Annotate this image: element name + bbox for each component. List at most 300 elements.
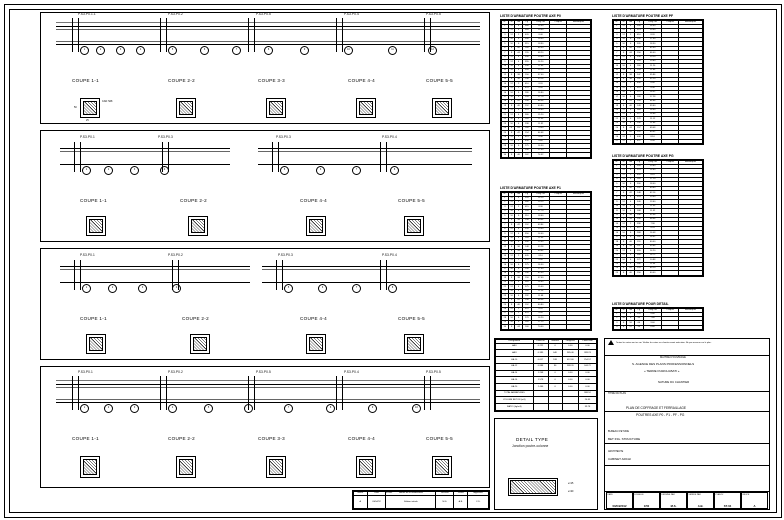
table-cell: 59.60 [643,104,662,108]
table-cell: 15 [502,258,509,262]
table-cell: 4 [627,117,634,121]
table-header-cell: Approuvé [468,492,489,496]
table-cell: 4 [515,289,522,293]
table-header-cell: Croquis [550,193,567,197]
beam-top-line [60,148,230,149]
mark-bubble: 10 [412,404,421,413]
table-cell: 355 [522,196,531,200]
table-cell: 42 [515,100,522,104]
table-cell: 10 [620,95,627,99]
table-cell: 315 [522,42,531,46]
table-cell: 96 [548,363,562,370]
table-cell: 8.40 [531,33,550,37]
table-cell: 25 [614,130,621,134]
table-cell: HA 10 [496,357,534,364]
table-cell: 13.60 [643,200,662,204]
beam-tag: P.S3.P0.4 [382,253,397,257]
table-row [496,363,597,370]
mark-bubble: 8 [388,284,397,293]
table-cell: 36 [515,245,522,249]
table-cell: 26 [502,307,509,311]
table-cell: 24 [614,126,621,130]
table-header-cell: Ø [620,161,627,165]
column-line [336,376,337,410]
table-cell: 21 [502,285,509,289]
table-cell: 8.10 [531,254,550,258]
table-cell [533,404,548,411]
section-dim-h: 50 [74,106,77,109]
table-cell: 425 [522,311,531,315]
table-body [614,312,703,329]
detail-dim-a: e=15 [568,482,574,485]
table-cell: 11.60 [531,64,550,68]
cut-title: COUPE 1-1 [80,316,107,321]
table-cell: 6 [627,90,634,94]
table-row [502,153,591,158]
column-line [254,18,255,52]
table-header-cell: Long. tot [643,309,662,313]
table-cell: 154 [522,131,531,135]
table-cell: 95 [634,316,643,320]
table-cell: 335 [522,227,531,231]
table-cell: 4 [614,37,621,41]
table-cell: 10 [620,262,627,266]
table-cell: 10 [620,316,627,320]
mark-bubble: 10 [344,46,353,55]
table-cell: 408 [634,135,643,139]
table-cell: 16.50 [531,263,550,267]
table-row [496,350,597,357]
table-cell: 150 [522,73,531,77]
cartouche-field-value: 1/50 [643,503,650,508]
table-cell: 4 [627,29,634,33]
table-cell: 149 [634,104,643,108]
table-cell: 9 [502,232,509,236]
table-cell: 4 [515,294,522,298]
cartouche-field-label: DESSINE PAR [661,493,675,496]
table-cell: 34 [515,249,522,253]
table-cell: 11.92 [531,122,550,126]
table-cell: 18.90 [531,42,550,46]
table-cell: 60.00 [643,271,662,276]
beam-inner-line [56,41,480,42]
table-cell: 8 [614,55,621,59]
table-cell: 6 [614,46,621,50]
table-cell: 42 [627,130,634,134]
beam-tag: P.S3.P0.1 [80,253,95,257]
table-cell: 160 [522,325,531,330]
table-cell: 8.44 [643,139,662,143]
beam-tag: P.S3.P0.3 [276,135,291,139]
mark-bubble: 4 [172,284,181,293]
table-cell: 4 [515,68,522,72]
table-cell: 10 [508,209,515,213]
table-body [614,24,703,143]
table-cell: 11.00 [643,204,662,208]
table-cell: 4 [515,285,522,289]
table-header-cell: Remarques [567,193,591,197]
table-header-cell: Poids total [579,340,597,344]
column-line [74,142,75,172]
table-cell: 6 [627,235,634,239]
table-cell: 8 [508,272,515,276]
table-cell: 4 [627,258,634,262]
table-cell: 6 [614,186,621,190]
table-header-cell: Ø [508,21,515,25]
table-header-cell: Dessiné [436,492,454,496]
table-cell: 158 [522,218,531,222]
schedule-p0-table [501,20,591,158]
table-cell: 345 [634,164,643,168]
table-row [614,271,703,276]
table-cell: 285 [522,236,531,240]
table-cell: 03/04/12 [367,495,386,508]
table-cell: HA 14 [496,370,534,377]
beam-top-line [258,148,472,149]
cut-title: COUPE 5-5 [398,316,425,321]
table-cell: 340 [522,55,531,59]
mark-bubble: 3 [138,284,147,293]
table-cell: 360 [522,24,531,28]
table-cell: 5 [502,42,509,46]
mark-bubble: 7 [352,166,361,175]
table-row [496,370,597,377]
mark-bubble: 5 [204,404,213,413]
mark-bubble: 8 [326,404,335,413]
table-cell: 2 [515,311,522,315]
table-cell: 12 [620,195,627,199]
table-cell: 24 [614,267,621,271]
table-cell: 13 [614,218,621,222]
table-cell: 282 [634,235,643,239]
table-cell: 26 [614,135,621,139]
table-cell: 52.20 [643,77,662,81]
section-hatch [269,101,283,115]
table-cell: 68.20 [531,51,550,55]
mark-bubble: 2 [108,284,117,293]
table-cell: 12 [620,164,627,168]
table-header-cell: Nature de la modification [386,492,436,496]
table-cell: HA 6 [496,343,534,350]
table-cell: 3 [502,205,509,209]
table-cell: 420 [522,258,531,262]
table-cell: 8 [508,131,515,135]
table-cell: 17.40 [643,37,662,41]
table-cell: 14 [502,82,509,86]
table-cell: 8 [620,77,627,81]
table-cell: 148 [634,191,643,195]
table-cell: 22 [502,289,509,293]
table-cell: 4 [515,113,522,117]
table-cell: 23 [614,262,621,266]
table-cell: 16.08 [643,231,662,235]
table-cell: 422 [634,139,643,143]
table-cell: 18.60 [531,214,550,218]
table-cell: 410 [634,33,643,37]
table-cell: 6 [627,37,634,41]
table-cell: 14.20 [531,196,550,200]
table-cell [679,325,703,329]
table-cell: 70.40 [531,126,550,130]
mark-bubble: 1 [82,166,91,175]
table-cell: 0.00 [579,377,597,384]
table-cell: 10 [502,236,509,240]
beam-tag: P.S3.P0.1 [78,370,93,374]
table-cell: 12 [508,258,515,262]
table-cell: 8.20 [643,33,662,37]
cut-title: COUPE 5-5 [426,78,453,83]
table-cell: 12 [620,59,627,63]
table-cell: 13 [614,77,621,81]
table-header-cell: Vérifié [454,492,468,496]
table-cell: 11.40 [531,117,550,121]
table-cell: 10 [620,204,627,208]
cartouche-field-label: PLAN N° [715,493,724,496]
table-cell: 6.60 [643,325,662,329]
table-cell: 4 [502,37,509,41]
table-cell: 8.60 [531,139,550,143]
table-cell: 4 [614,177,621,181]
table-cell: 39.78 [579,404,597,411]
table-cell: 0.00 [562,377,578,384]
table-header-cell: N° [502,21,509,25]
table-cell: 19 [614,244,621,248]
table-cell: 6 [515,95,522,99]
table-cell: 8 [620,321,627,325]
table-cell: 388.20 [562,363,578,370]
bottom-revision-table [352,490,490,510]
cut-title: COUPE 1-1 [80,198,107,203]
table-cell: 20 [614,249,621,253]
section-hatch [359,101,373,115]
table-cell: 15 [614,226,621,230]
cartouche-field-value: A.B. [697,503,704,508]
table-header-cell: Poids ml [533,340,548,344]
table-cell: 12 [614,73,621,77]
schedule-p0-title: LISTE D'ARMATURE POUTRE AXE P0 [500,14,561,18]
table-cell: 4 [515,122,522,126]
table-cell: 6 [627,95,634,99]
table-cell [662,139,679,143]
schedule-p1-table [501,192,591,330]
table-cell: 23 [502,294,509,298]
table-cell: 3 [614,173,621,177]
mark-bubble: 12 [428,46,437,55]
table-cell: 53.28 [531,77,550,81]
table-header-cell: Remarques [679,161,703,165]
table-cell: 6 [515,37,522,41]
table-cell: 370 [522,108,531,112]
table-cell: 330 [634,55,643,59]
table-cell: 412.60 [562,357,578,364]
table-cell: 11.52 [643,209,662,213]
cut-title: COUPE 1-1 [72,78,99,83]
mark-bubble: 5 [168,46,177,55]
table-cell: 300 [522,37,531,41]
table-cell: 8 [508,249,515,253]
table-cell: M.S. [436,495,454,508]
table-cell: 0.888 [533,363,548,370]
table-cell: 60.80 [643,186,662,190]
table-cell: 25 [502,303,509,307]
table-cell: 0.00 [562,343,578,350]
table-cell [562,397,578,404]
table-cell: 4 [515,240,522,244]
table-cell: 11.12 [643,117,662,121]
beam-tag: P.S3.P0.1.1 [78,12,96,16]
table-cell: 17.70 [531,95,550,99]
beam-top-line [56,26,480,27]
table-cell: 12 [508,307,515,311]
table-cell: 10 [508,236,515,240]
beam-inner-line [56,399,480,400]
table-cell: 12 [620,253,627,257]
table-cell: 425 [522,86,531,90]
table-cell: 6 [515,209,522,213]
table-cell: 12 [508,285,515,289]
table-cell: 8.50 [531,86,550,90]
table-cell: 0 [548,377,562,384]
table-cell: 6 [502,46,509,50]
table-cell: 8 [508,77,515,81]
column-line [166,376,167,410]
table-cell: 8 [620,271,627,276]
schedule-pf-title: LISTE D'ARMATURE POUTRE AXE PF [612,14,674,18]
table-cell: 21 [614,113,621,117]
table-cell: 155 [634,267,643,271]
table-header-cell: Remarques [679,309,703,313]
table-cell: 66.36 [531,298,550,302]
cartouche-owner-2: « TERRE D'ARCHI-BATI » [644,369,680,373]
table-cell: 8 [508,46,515,50]
table-cell: 42 [515,298,522,302]
table-cell: 8.30 [531,205,550,209]
table-cell: 4 [515,108,522,112]
cut-title: COUPE 4-4 [348,436,375,441]
table-cell: 1 [502,196,509,200]
table-cell: 15.00 [643,29,662,33]
table-cell: 8 [508,303,515,307]
beam-bottom-line [56,402,480,403]
mark-bubble: 6 [244,404,253,413]
beam-tag: P.S3.P0.4 [344,370,359,374]
table-cell: 13.00 [643,195,662,199]
table-cell: 64.68 [643,99,662,103]
table-cell: 8.30 [531,135,550,139]
table-cell: 1 [614,164,621,168]
table-cell: 254.57 [579,357,597,364]
table-cell: 2 [614,169,621,173]
table-header-cell: Nombre [548,340,562,344]
table-cell: 17.70 [531,209,550,213]
table-cell: HA 12 [496,363,534,370]
table-cell: 12 [502,245,509,249]
table-cell: 14.40 [643,108,662,112]
table-header-cell: Date [367,492,386,496]
table-cell: 14.20 [643,249,662,253]
table-cell: 290 [634,37,643,41]
table-cell: 8 [508,223,515,227]
cartouche-owner-label: MAITRE D'OUVRAGE [660,356,686,359]
table-cell [662,325,679,329]
table-cell: 2 [502,201,509,205]
table-cell: RATIO (kg/m3) [496,404,534,411]
table-cell: 4 [614,325,621,329]
table-cell: 10 [620,90,627,94]
table-cell: 152 [634,186,643,190]
table-cell: 7.60 [643,316,662,320]
table-cell: 12.20 [531,68,550,72]
table-cell: 380 [522,113,531,117]
schedule-pg-table [613,160,703,276]
table-cell: 280 [522,289,531,293]
table-cell: 24.85 [579,397,597,404]
table-cell: 275 [522,263,531,267]
beam-tag: P.S3.P0.5 [256,12,271,16]
table-cell: 12 [620,55,627,59]
table-cell: 4 [515,196,522,200]
table-cell [567,153,591,158]
table-cell: HA 20 [496,384,534,391]
table-header-cell: Ø [508,193,515,197]
bottom-revision-grid [353,491,489,509]
table-cell: 2 [502,29,509,33]
table-cell: 8 [620,186,627,190]
table-cell: 12 [508,232,515,236]
bottom-footer-left: PLAN [386,491,393,494]
table-cell: 18.00 [643,182,662,186]
table-cell: 147 [634,73,643,77]
table-cell: 12 [620,108,627,112]
section-hatch [269,459,283,475]
table-cell: 10 [508,91,515,95]
beam-top-line [60,266,250,267]
mark-bubble: 3 [116,46,125,55]
table-cell [533,390,548,397]
column-line [380,260,381,290]
table-cell: 6 [515,267,522,271]
table-cell: 4 [515,117,522,121]
table-header-cell: Long. tot [531,193,550,197]
table-cell: 8 [508,218,515,222]
table-cell: 188 [548,357,562,364]
table-cell: 19 [502,104,509,108]
cartouche-engineer: BET ING. STRUCTURE [608,437,641,441]
table-cell: 8 [620,51,627,55]
table-cell: 28 [502,316,509,320]
table-cell: 0.395 [533,350,548,357]
table-cell: 42 [515,223,522,227]
mark-bubble: 9 [368,404,377,413]
table-cell: 17.10 [531,320,550,324]
table-cell: 1 [502,24,509,28]
table-cell: 19 [502,276,509,280]
table-cell: 12 [508,33,515,37]
mark-bubble: 6 [316,166,325,175]
table-body [614,164,703,275]
cartouche-field-label: DATE [607,493,613,496]
table-header-cell: Remarques [567,21,591,25]
table-cell: 2 [515,307,522,311]
table-header-cell: Lg [634,21,643,25]
table-cell: 66.36 [531,100,550,104]
mark-bubble: 11 [388,46,397,55]
table-cell: 26 [502,135,509,139]
table-header-cell: Lg [634,309,643,313]
table-cell: 270 [522,316,531,320]
mark-bubble: 2 [104,404,113,413]
beam-tag: P.S3.P0.3 [158,135,173,139]
